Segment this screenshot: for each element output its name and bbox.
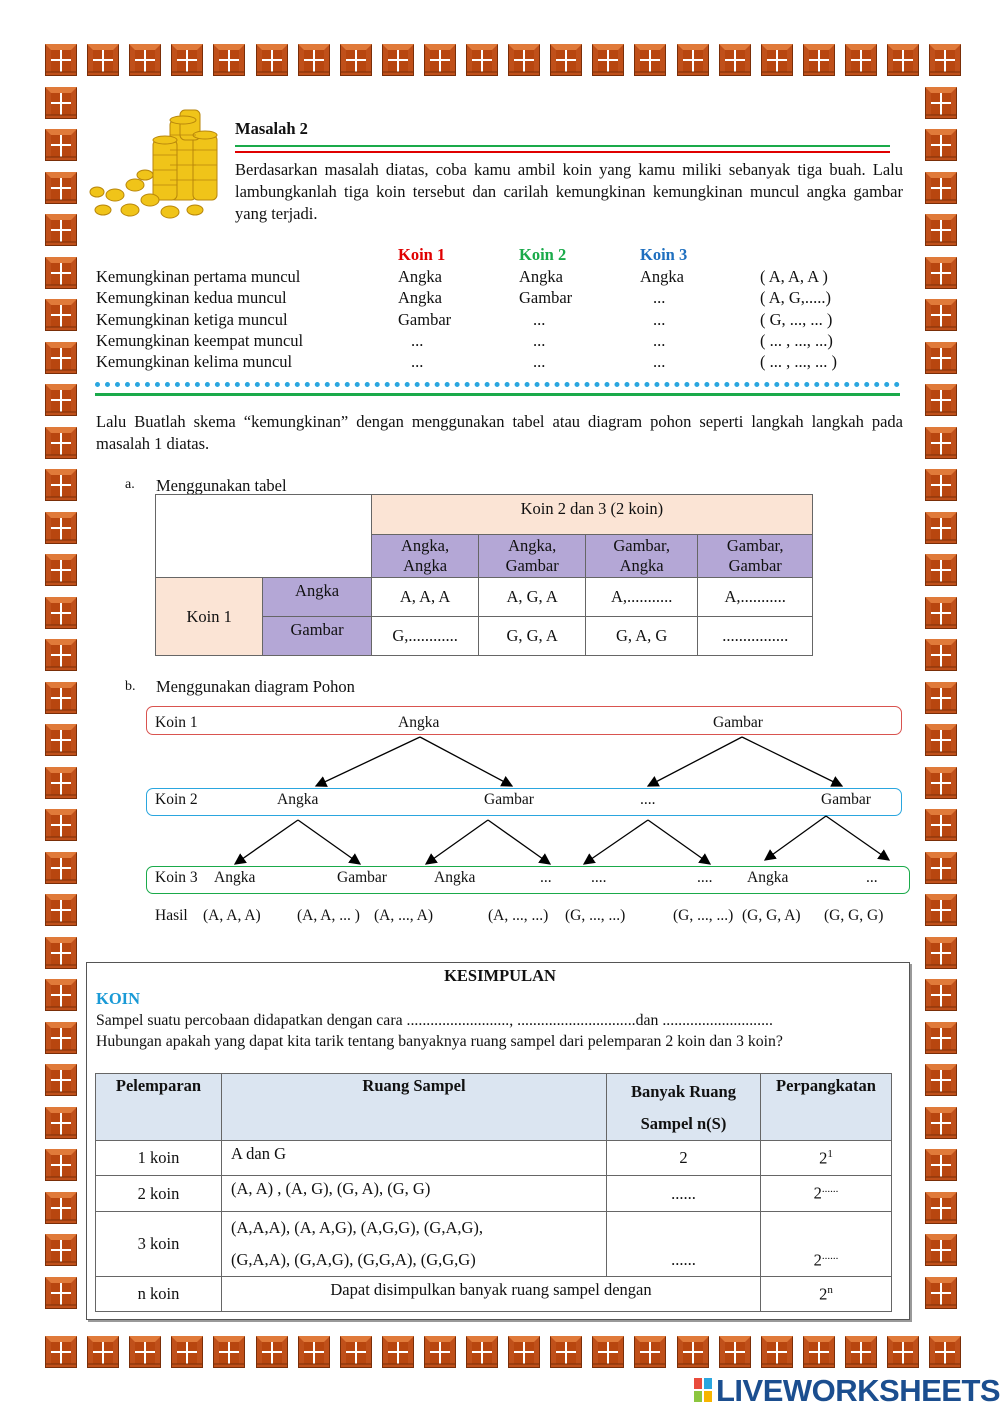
border-brick <box>298 1336 330 1368</box>
table-cell: A, A, A <box>371 578 479 617</box>
possibility-label: Kemungkinan ketiga muncul <box>96 310 288 329</box>
col-header-line: Angka <box>403 556 448 575</box>
header-banyak-line: Sampel n(S) <box>640 1114 727 1133</box>
border-brick <box>929 1336 961 1368</box>
border-brick <box>171 1336 203 1368</box>
hasil-item: (A, ..., A) <box>374 907 433 924</box>
row-label-gambar: Gambar <box>263 617 371 656</box>
table-cell: G,............ <box>371 617 479 656</box>
possibility-result: ( G, ..., ... ) <box>760 310 833 329</box>
border-brick <box>925 1192 957 1224</box>
border-brick <box>761 1336 793 1368</box>
border-brick <box>45 1022 77 1054</box>
possibility-k1: ... <box>411 352 424 371</box>
tree-node: Gambar <box>337 869 387 886</box>
power-exponent: 1 <box>827 1147 833 1160</box>
pelemparan-cell: 2 koin <box>96 1176 222 1212</box>
possibility-k2: Angka <box>519 267 563 286</box>
tree-node: .... <box>697 869 713 886</box>
possibility-k3: ... <box>653 352 666 371</box>
possibility-k3: ... <box>653 310 666 329</box>
border-brick <box>213 1336 245 1368</box>
table-cell: A,........... <box>698 578 813 617</box>
table-cell: A, G, A <box>479 578 586 617</box>
possibility-k2: ... <box>533 310 546 329</box>
border-brick <box>45 1107 77 1139</box>
possibility-k3: ... <box>653 288 666 307</box>
tree-koin3-label: Koin 3 <box>155 869 198 886</box>
instruction-paragraph: Lalu Buatlah skema “kemungkinan” dengan menggunakan tabel atau diagram pohon seperti langkah langkah pada masalah 1 diatas. <box>96 412 903 453</box>
hasil-label: Hasil <box>155 907 188 924</box>
border-brick <box>87 1336 119 1368</box>
tree-node: ... <box>866 869 878 886</box>
problem-paragraph: Berdasarkan masalah diatas, coba kamu ambil koin yang kamu miliki sebanyak tiga buah. Lalu lambungkanlah tiga koin tersebut dan carilah kemungkinan kemungkinan muncul angka gambar yang terjadi. <box>235 160 903 223</box>
perpangkatan-cell <box>761 1212 892 1277</box>
ruang-sampel-line: (A,A,A), (A, A,G), (A,G,G), (G,A,G), <box>231 1218 484 1237</box>
border-brick <box>719 1336 751 1368</box>
koin1-header: Koin 1 <box>398 245 446 264</box>
table-cell: G, A, G <box>585 617 698 656</box>
possibility-k2: ... <box>533 331 546 350</box>
problem-title: Masalah 2 <box>235 119 308 138</box>
border-brick <box>925 1064 957 1096</box>
border-brick <box>256 1336 288 1368</box>
border-brick <box>508 1336 540 1368</box>
table-cell: G, G, A <box>479 617 586 656</box>
possibility-label: Kemungkinan kelima muncul <box>96 352 293 371</box>
power-exponent: ...... <box>821 1183 839 1196</box>
hasil-item: (A, A, A) <box>203 907 261 924</box>
possibility-k1: ... <box>411 331 424 350</box>
possibility-k3: ... <box>653 331 666 350</box>
kesimpulan-table <box>95 1073 892 1312</box>
border-brick <box>45 1149 77 1181</box>
tree-node: Angka <box>398 714 440 731</box>
tree-node: .... <box>591 869 607 886</box>
hasil-item: (G, ..., ...) <box>673 907 734 924</box>
tree-node: Gambar <box>484 791 534 808</box>
power-base: 2 <box>819 1148 828 1168</box>
pelemparan-cell: n koin <box>96 1277 222 1312</box>
tree-node: Angka <box>214 869 256 886</box>
part-b-marker: b. <box>125 679 136 694</box>
power-base: 2 <box>819 1284 828 1304</box>
hasil-item: (A, ..., ...) <box>488 907 549 924</box>
possibility-k3: Angka <box>640 267 684 286</box>
border-brick <box>45 1064 77 1096</box>
kesimpulan-line2: Hubungan apakah yang dapat kita tarik tentang banyaknya ruang sampel dari pelemparan 2 koin dan 3 koin? <box>96 1033 783 1050</box>
hasil-item: (G, G, A) <box>742 907 801 924</box>
border-brick <box>845 1336 877 1368</box>
pelemparan-cell: 1 koin <box>96 1141 222 1176</box>
col-header-line: Angka, <box>508 536 557 555</box>
coin-table-header: Koin 2 dan 3 (2 koin) <box>371 495 812 535</box>
part-a-marker: a. <box>125 477 135 492</box>
border-brick <box>550 1336 582 1368</box>
header-banyak-line: Banyak Ruang <box>630 1082 736 1101</box>
col-header-line: Gambar, <box>613 536 670 555</box>
ruang-sampel-line: (G,A,A), (G,A,G), (G,G,A), (G,G,G) <box>231 1250 476 1269</box>
header-ruang-sampel: Ruang Sampel <box>222 1074 607 1141</box>
border-brick <box>382 1336 414 1368</box>
table-cell: A,........... <box>585 578 698 617</box>
col-header-line: Gambar <box>728 556 782 575</box>
tree-koin2-label: Koin 2 <box>155 791 198 808</box>
hasil-item: (A, A, ... ) <box>297 907 360 924</box>
part-b-label: Menggunakan diagram Pohon <box>156 677 355 696</box>
border-brick <box>925 937 957 969</box>
possibility-label: Kemungkinan pertama muncul <box>96 267 301 286</box>
power-exponent: ...... <box>821 1249 839 1262</box>
perpangkatan-cell <box>761 1176 892 1212</box>
border-brick <box>925 1107 957 1139</box>
possibility-result: ( A, G,.....) <box>760 288 832 307</box>
power-base: 2 <box>813 1183 822 1203</box>
table-cell: ................ <box>698 617 813 656</box>
border-brick <box>45 1234 77 1266</box>
border-brick <box>129 1336 161 1368</box>
koin2-header: Koin 2 <box>519 245 567 264</box>
ruang-sampel-cell: (A, A) , (A, G), (G, A), (G, G) <box>222 1176 607 1212</box>
col-header-line: Gambar <box>505 556 559 575</box>
power-base: 2 <box>813 1250 822 1269</box>
liveworksheets-logo-text: LIVEWORKSHEETS <box>716 1373 1000 1408</box>
power-exponent: n <box>827 1283 833 1296</box>
header-banyak <box>607 1074 761 1141</box>
col-header-line: Gambar, <box>726 536 784 555</box>
possibility-k2: Gambar <box>519 288 573 307</box>
border-brick <box>925 1022 957 1054</box>
banyak-cell: ...... <box>607 1176 761 1212</box>
possibility-label: Kemungkinan kedua muncul <box>96 288 287 307</box>
possibility-result: ( A, A, A ) <box>760 267 828 286</box>
tree-koin1-label: Koin 1 <box>155 714 198 731</box>
perpangkatan-cell <box>761 1141 892 1176</box>
header-perpangkatan: Perpangkatan <box>761 1074 892 1141</box>
possibility-result: ( ... , ..., ...) <box>760 331 833 350</box>
possibility-k1: Gambar <box>398 310 452 329</box>
tree-node: Angka <box>277 791 319 808</box>
possibility-k2: ... <box>533 352 546 371</box>
border-brick <box>466 1336 498 1368</box>
border-brick <box>887 1336 919 1368</box>
header-pelemparan: Pelemparan <box>96 1074 222 1141</box>
row-label-angka: Angka <box>263 578 371 617</box>
border-brick <box>45 937 77 969</box>
tree-node: ... <box>540 869 552 886</box>
kesimpulan-line1: Sampel suatu percobaan didapatkan dengan cara .........................., ..............................dan ............................ <box>96 1012 773 1029</box>
banyak-cell: 2 <box>607 1141 761 1176</box>
part-a-label: Menggunakan tabel <box>156 476 287 495</box>
border-brick <box>592 1336 624 1368</box>
hasil-item: (G, G, G) <box>824 907 884 924</box>
tree-node: Gambar <box>821 791 871 808</box>
border-brick <box>424 1336 456 1368</box>
border-brick <box>803 1336 835 1368</box>
col-header-line: Angka, <box>401 536 450 555</box>
ruang-sampel-cell: Dapat disimpulkan banyak ruang sampel dengan <box>222 1277 761 1312</box>
possibility-k1: Angka <box>398 288 442 307</box>
border-brick <box>45 1336 77 1368</box>
border-brick <box>925 1277 957 1309</box>
tree-node: Gambar <box>713 714 763 731</box>
border-brick <box>340 1336 372 1368</box>
col-header-line: Angka <box>619 556 664 575</box>
kesimpulan-subtitle: KOIN <box>96 989 141 1008</box>
possibility-label: Kemungkinan keempat muncul <box>96 331 304 350</box>
tree-node: .... <box>640 791 656 808</box>
border-brick <box>677 1336 709 1368</box>
border-brick <box>925 1149 957 1181</box>
tree-node: Angka <box>747 869 789 886</box>
possibility-k1: Angka <box>398 267 442 286</box>
border-brick <box>45 1192 77 1224</box>
border-brick <box>925 1234 957 1266</box>
pelemparan-cell: 3 koin <box>96 1212 222 1277</box>
ruang-sampel-cell <box>222 1212 607 1277</box>
tree-node: Angka <box>434 869 476 886</box>
ruang-sampel-cell: A dan G <box>222 1141 607 1176</box>
possibility-result: ( ... , ..., ... ) <box>760 352 837 371</box>
koin1-row-header: Koin 1 <box>156 578 263 656</box>
perpangkatan-cell <box>761 1277 892 1312</box>
kesimpulan-title: KESIMPULAN <box>444 966 556 985</box>
koin3-header: Koin 3 <box>640 245 688 264</box>
border-brick <box>45 1277 77 1309</box>
hasil-item: (G, ..., ...) <box>565 907 626 924</box>
banyak-cell: ...... <box>607 1212 761 1277</box>
liveworksheets-logo-icon <box>694 1378 712 1402</box>
border-brick <box>634 1336 666 1368</box>
